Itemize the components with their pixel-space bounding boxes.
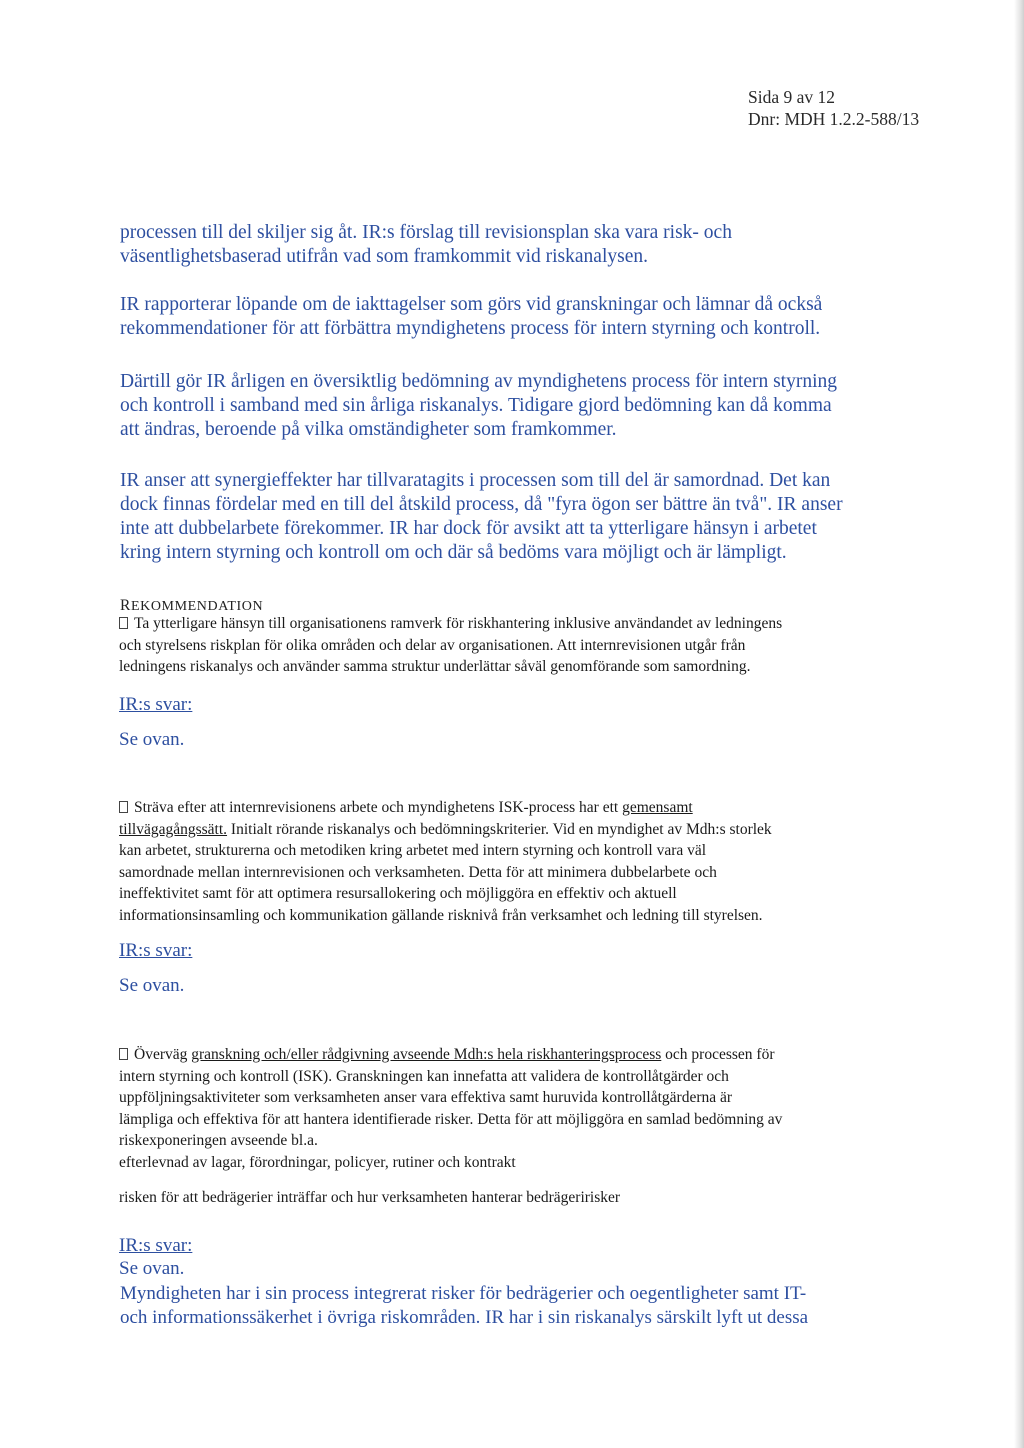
paragraph-fraud-risk [120,1282,920,1330]
paragraph-reporting [120,293,920,341]
text-line: och informationssäkerhet i övriga riskområden. IR har i sin riskanalys särskilt lyft ut dessa [120,1307,809,1328]
underlined-text: granskning och/eller rådgivning avseende Mdh:s hela riskhanteringsprocess [191,1046,662,1063]
checkbox-icon [119,1048,128,1060]
page-header [748,86,919,130]
text-line: intern styrning och kontroll (ISK). Granskningen kan innefatta att validera de kontrollåtgärder och [119,1067,729,1085]
text-line: riskexponeringen avseende bl.a. [119,1132,318,1149]
text-line: ineffektivitet samt för att optimera resursallokering och möjliggöra en effektiv och aktuell [119,885,677,902]
text-line: rekommendationer för att förbättra myndighetens process för intern styrning och kontroll. [120,318,821,339]
ir-response-text-3: Se ovan. [119,1258,185,1279]
text-fragment: Sträva efter att internrevisionens arbete och myndighetens ISK-process har ett [134,799,623,816]
underlined-text: tillvägagångssätt. [119,820,228,838]
checkbox-icon [119,617,128,629]
underlined-text: gemensamt [622,799,693,816]
text-line: IR rapporterar löpande om de iakttagelser som görs vid granskningar och lämnar då också [120,294,823,315]
text-fragment: och processen för [661,1046,775,1063]
text-line: dock finnas fördelar med en till del åtskild process, då "fyra ögon ser bättre än två". IR anser [120,494,843,515]
text-line: kring intern styrning och kontroll om och där så bedöms vara möjligt och är lämpligt. [120,542,787,563]
recommendation-3-extra [119,1187,909,1209]
page-number: Sida 9 av 12 [748,87,836,107]
paragraph-annual-assessment [120,370,920,442]
text-line: risken för att bedrägerier inträffar och hur verksamheten hanterar bedrägeririsker [119,1189,621,1206]
text-line: kan arbetet, strukturerna och metodiken kring arbetet med intern styrning och kontroll vara väl [119,842,707,859]
text-line: inte att dubbelarbete förekommer. IR har dock för avsikt att ta ytterligare hänsyn i arbetet [120,518,817,539]
text-line: efterlevnad av lagar, förordningar, policyer, rutiner och kontrakt [119,1153,516,1171]
ir-response-text-1: Se ovan. [119,729,185,750]
text-line: lämpliga och effektiva för att hantera identifierade risker. Detta för att möjliggöra en samlad bedömning av [119,1110,783,1128]
heading-rest: EKOMMENDATION [130,599,264,614]
text-line: och styrelsens riskplan för olika områden och delar av organisationen. Att internrevisionen utgår från [119,636,746,654]
text-fragment: Initialt rörande riskanalys och bedömningskriterier. Vid en myndighet av Mdh:s storlek [227,820,772,838]
ir-response-text-2: Se ovan. [119,975,185,996]
text-line: processen till del skiljer sig åt. IR:s förslag till revisionsplan ska vara risk- och [120,222,732,243]
paragraph-synergy [120,469,920,565]
text-line: informationsinsamling och kommunikation gällande risknivå från verksamhet och ledning till styrelsen. [119,906,763,924]
text-line: Därtill gör IR årligen en översiktlig bedömning av myndighetens process för intern styrning [120,371,838,392]
text-line: ledningens riskanalys och använder samma struktur underlättar såväl genomförande som samordning. [119,658,751,675]
text-line: Myndigheten har i sin process integrerat risker för bedrägerier och oegentligheter samt IT- [120,1283,807,1304]
ir-response-label-1: IR:s svar: [119,694,193,715]
text-line: Ta ytterligare hänsyn till organisationens ramverk för riskhantering inklusive användandet av ledningens [134,615,783,632]
paragraph-revision-plan [120,221,920,269]
recommendation-1 [119,613,909,678]
checkbox-icon [119,801,128,813]
text-line: samordnade mellan internrevisionen och verksamheten. Detta för att minimera dubbelarbete och [119,863,717,881]
text-line: och kontroll i samband med sin årliga riskanalys. Tidigare gjord bedömning kan då komma [120,395,832,416]
text-fragment: Överväg [134,1046,192,1063]
heading-initial: R [120,597,131,614]
recommendation-3 [119,1044,909,1173]
ir-response-label-3: IR:s svar: [119,1235,193,1256]
text-line: uppföljningsaktiviteter som verksamheten anser vara effektiva samt huruvida kontrollåtgärderna är [119,1089,733,1106]
recommendation-2 [119,797,909,926]
text-line: att ändras, beroende på vilka omständigheter som framkommer. [120,419,617,440]
ir-response-label-2: IR:s svar: [119,940,193,961]
document-number: Dnr: MDH 1.2.2-588/13 [748,109,920,129]
text-line: väsentlighetsbaserad utifrån vad som framkommit vid riskanalysen. [120,246,648,267]
text-line: IR anser att synergieffekter har tillvaratagits i processen som till del är samordnad. Det kan [120,470,831,491]
page-edge-shadow [1014,0,1024,1448]
